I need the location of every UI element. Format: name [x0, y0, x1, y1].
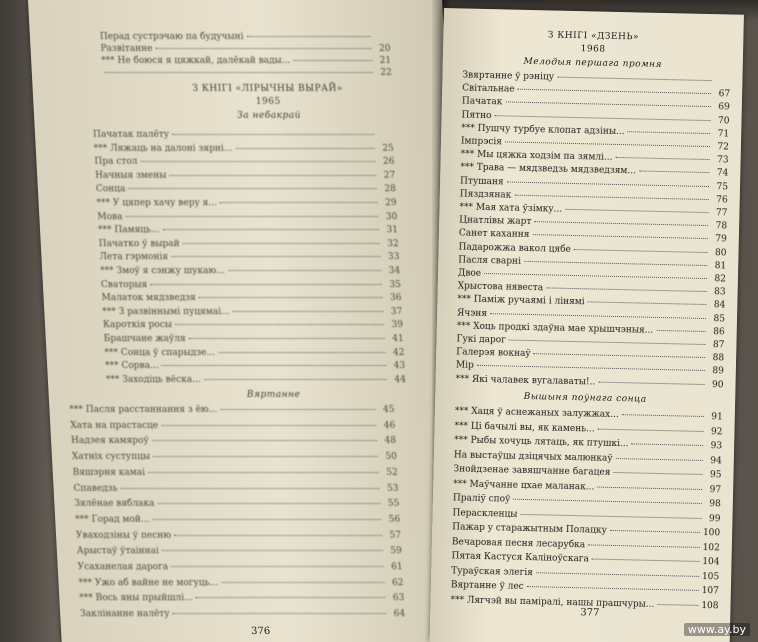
toc-entry-page: 69 — [718, 102, 730, 113]
toc-entry-title: Тураўская элегія — [451, 565, 533, 578]
toc-entry-title: Пераскленцы — [452, 507, 518, 520]
toc-entry — [69, 405, 395, 415]
toc-entry-title: Уваходзіны ў песню — [75, 530, 172, 541]
left-section-heading-2: Вяртанне — [246, 390, 301, 400]
toc-entry-title: *** Сонца ў спарыдзе... — [104, 347, 216, 358]
toc-entry — [451, 566, 719, 582]
toc-dot-leader — [514, 194, 708, 199]
toc-dot-leader — [495, 115, 711, 121]
toc-entry-page: 80 — [714, 247, 727, 259]
toc-entry — [451, 580, 719, 596]
toc-dot-leader — [163, 229, 380, 230]
toc-entry-title: Гукі дарог — [456, 334, 507, 346]
toc-entry-page: 104 — [702, 557, 720, 568]
toc-entry-title: Пятно — [461, 110, 492, 121]
toc-dot-leader — [174, 535, 382, 536]
toc-dot-leader — [175, 324, 384, 325]
toc-entry-title: *** Лягчэй вы памiралі, нашы прашчуры... — [450, 594, 655, 610]
toc-dot-leader — [162, 365, 387, 366]
toc-entry — [101, 293, 402, 303]
toc-dot-leader — [632, 443, 704, 446]
toc-entry-page: 59 — [390, 546, 403, 557]
toc-entry-title: Мова — [97, 211, 123, 222]
toc-entry — [454, 421, 722, 437]
toc-entry-title: *** Ляжаць на далоні зярні... — [93, 143, 233, 154]
toc-dot-leader — [152, 440, 377, 441]
toc-entry-page: 36 — [389, 293, 402, 304]
toc-entry-title: Праліў споў — [452, 493, 511, 505]
toc-entry — [99, 239, 400, 249]
toc-dot-leader — [613, 472, 702, 475]
toc-entry-page: 93 — [710, 441, 723, 452]
toc-entry-page: 45 — [382, 405, 395, 415]
toc-dot-leader — [121, 488, 380, 489]
toc-entry-page: 27 — [383, 170, 396, 181]
toc-entry — [71, 436, 397, 446]
toc-entry-page: 102 — [702, 542, 720, 553]
toc-dot-leader — [125, 216, 378, 217]
toc-dot-leader — [592, 558, 699, 561]
toc-dot-leader — [148, 472, 379, 473]
toc-entry-title: *** Пушчу турбуе клопат адзіны... — [461, 123, 625, 137]
toc-entry-title: На выстаўцы дзіцячых малюнкаў — [453, 449, 613, 464]
toc-entry — [94, 144, 395, 154]
toc-entry — [452, 537, 720, 553]
toc-entry-title: *** Мая хата ўзімку... — [459, 202, 563, 215]
toc-entry-page: 34 — [388, 266, 401, 276]
toc-entry — [453, 493, 721, 509]
toc-dot-leader — [656, 330, 706, 332]
toc-dot-leader — [161, 425, 376, 426]
watermark: www.ay.by — [684, 623, 750, 636]
toc-entry-title: Перад сустрэчаю па будучыні — [99, 32, 244, 42]
toc-dot-leader — [477, 365, 705, 371]
toc-dot-leader — [220, 202, 378, 203]
toc-dot-leader — [152, 519, 381, 520]
toc-entry-title: Птушаня — [459, 176, 504, 187]
toc-entry-page: 57 — [389, 530, 402, 541]
toc-entry — [96, 198, 397, 208]
toc-entry-title: Галерэя вокнаў — [456, 347, 531, 360]
toc-entry-page: 91 — [711, 412, 723, 423]
toc-entry-title: Вяшэрня камаі — [72, 467, 146, 478]
toc-entry-page: 33 — [387, 252, 400, 263]
toc-entry-page: 77 — [715, 208, 728, 219]
toc-entry-page: 105 — [701, 571, 720, 582]
toc-entry — [454, 435, 722, 451]
toc-entry — [73, 484, 399, 494]
toc-dot-leader — [199, 297, 383, 298]
toc-dot-leader — [518, 89, 711, 94]
toc-entry-page: 31 — [386, 225, 399, 236]
toc-dot-leader — [172, 134, 374, 135]
toc-entry — [80, 609, 406, 619]
toc-entry-page: 72 — [717, 142, 730, 153]
toc-dot-leader — [157, 503, 380, 504]
toc-dot-leader — [616, 458, 703, 461]
toc-entry — [104, 348, 405, 358]
toc-entry — [72, 452, 398, 462]
toc-entry — [78, 578, 404, 588]
left-section-heading-1: За небакрай — [236, 111, 302, 121]
toc-entry-title: *** Рыбы хочуць лятаць, як птушкі... — [454, 435, 629, 450]
toc-entry — [452, 508, 720, 524]
toc-dot-leader — [189, 338, 385, 339]
toc-dot-leader — [610, 530, 700, 533]
toc-entry-title: *** Не боюся я цяжкай, далёкай вады... — [100, 56, 291, 66]
toc-entry-page: 95 — [709, 470, 722, 481]
toc-entry-page: 37 — [390, 306, 403, 317]
toc-dot-leader — [247, 36, 371, 37]
left-book-header: З КНІГІ «ЛІРЫЧНЫ ВЫРАЙ» — [192, 84, 344, 94]
toc-entry-page: 70 — [717, 115, 730, 127]
toc-entry-title: Мір — [455, 360, 474, 372]
toc-entry-title: Хата на прастасце — [70, 420, 159, 431]
toc-entry — [455, 374, 723, 390]
toc-entry-title: Малаток мядзведзя — [101, 293, 197, 304]
toc-entry-page: 108 — [701, 600, 719, 611]
toc-dot-leader — [524, 261, 707, 266]
toc-entry-page: 74 — [716, 168, 729, 179]
toc-entry — [101, 280, 402, 290]
toc-dot-leader — [534, 353, 705, 358]
toc-entry — [96, 184, 397, 194]
toc-entry-page: 83 — [714, 287, 726, 298]
toc-dot-leader — [183, 243, 380, 244]
toc-dot-leader — [639, 171, 709, 174]
toc-entry-title: Сонца — [95, 184, 126, 195]
right-book-page — [430, 8, 744, 642]
toc-entry-title: *** У цяпер хачу веру я... — [96, 198, 218, 208]
toc-entry-title: *** Хоць продкі здаўна мае хрышчэныя... — [456, 321, 654, 336]
toc-dot-leader — [505, 102, 710, 108]
toc-entry-title: *** Хаця ў аснежаных залужжах... — [454, 406, 619, 421]
left-book-page — [28, 0, 476, 642]
toc-entry-title: *** Сорва... — [104, 361, 159, 372]
toc-entry-title: Пачатко ў вырай — [98, 238, 180, 249]
toc-entry-title: Пасля сварні — [458, 255, 522, 267]
toc-entry — [101, 56, 392, 66]
toc-entry-page: 79 — [715, 234, 727, 245]
toc-entry — [452, 522, 720, 538]
toc-entry-page: 21 — [379, 56, 392, 66]
right-book-header: З КНІГІ «ДЗЕНЬ» — [547, 30, 640, 43]
toc-entry — [100, 32, 391, 42]
toc-entry — [455, 406, 723, 422]
toc-dot-leader — [171, 566, 384, 567]
toc-dot-leader — [565, 209, 708, 213]
toc-dot-leader — [598, 428, 704, 431]
toc-entry-page: 97 — [709, 484, 722, 495]
toc-dot-leader — [169, 175, 376, 176]
toc-entry-page: 107 — [701, 585, 719, 597]
right-book-year: 1968 — [580, 44, 606, 55]
toc-entry-page: 86 — [713, 326, 725, 338]
toc-entry-title: *** Памяць... — [97, 225, 160, 236]
toc-dot-leader — [588, 544, 700, 548]
toc-entry — [74, 499, 400, 509]
right-page-number: 377 — [580, 607, 600, 619]
toc-entry — [100, 44, 391, 54]
toc-entry-title: *** Заходіць вёска... — [105, 374, 201, 385]
toc-entry-page: 76 — [716, 195, 728, 206]
toc-entry-page: 82 — [714, 274, 727, 285]
toc-dot-leader — [597, 486, 702, 489]
toc-dot-leader — [557, 77, 711, 82]
toc-dot-leader — [490, 313, 706, 319]
toc-entry-title: Брашчане жаўля — [103, 334, 186, 344]
toc-dot-leader — [657, 603, 698, 605]
toc-entry-page: 73 — [717, 155, 729, 166]
toc-dot-leader — [228, 270, 381, 271]
toc-entry-title: Падарожжа вакол цябе — [458, 241, 572, 255]
toc-dot-leader — [507, 181, 709, 187]
toc-entry-title: Пачатак — [461, 96, 503, 108]
toc-entry-page: 99 — [708, 513, 721, 524]
toc-dot-leader — [534, 221, 708, 226]
toc-dot-leader — [521, 513, 702, 518]
toc-entry-page: 53 — [386, 483, 399, 494]
toc-entry-page: 90 — [711, 379, 724, 391]
toc-entry-title: Вяртанне ў лес — [450, 580, 524, 592]
toc-dot-leader — [527, 586, 699, 591]
toc-entry-title: *** Вось яны прыйшлі... — [79, 593, 193, 604]
toc-dot-leader — [622, 414, 704, 417]
toc-entry — [93, 130, 394, 140]
toc-entry-title: Вечаровая песня лесарубка — [451, 536, 586, 550]
toc-entry-title: Світальнае — [462, 83, 515, 95]
toc-entry-page: 78 — [715, 221, 728, 232]
toc-entry-title: Спаведзь — [73, 483, 118, 494]
toc-dot-leader — [574, 249, 708, 253]
toc-entry-title: Звяртанне ў рэніцу — [462, 70, 555, 83]
toc-entry-page: 94 — [710, 455, 722, 466]
toc-entry — [102, 68, 393, 78]
toc-entry-page: 85 — [713, 313, 726, 325]
toc-entry-title: Пра стол — [94, 157, 138, 168]
toc-dot-leader — [536, 572, 699, 577]
toc-entry — [99, 252, 400, 262]
toc-dot-leader — [546, 288, 706, 293]
toc-entry-page: 25 — [382, 143, 395, 154]
toc-entry-title: Хрыстова нявеста — [457, 281, 544, 294]
toc-dot-leader — [173, 613, 387, 614]
toc-entry — [453, 479, 721, 495]
toc-dot-leader — [513, 499, 701, 504]
toc-dot-leader — [532, 234, 707, 239]
toc-entry-title: Знойдзенае завяшчанне багацея — [453, 464, 611, 478]
toc-entry — [104, 334, 405, 344]
toc-dot-leader — [221, 582, 384, 583]
toc-entry — [100, 266, 401, 276]
toc-entry-title: Пятая Кастуся Каліноўскага — [451, 551, 590, 565]
toc-dot-leader — [293, 60, 372, 61]
toc-entry-title: Хатніх суступцы — [71, 452, 151, 463]
toc-entry-title: Развітанне — [100, 44, 153, 54]
toc-dot-leader — [218, 352, 386, 353]
toc-dot-leader — [484, 273, 707, 279]
toc-entry-title: Санет кахання — [458, 228, 530, 241]
toc-entry-title: *** З развіннымі пуцямаі... — [102, 306, 230, 317]
toc-entry-title: *** Горад мой... — [74, 514, 150, 525]
toc-entry-page: 98 — [709, 499, 721, 510]
toc-entry-page: 46 — [383, 420, 396, 431]
toc-entry-page: 67 — [718, 89, 731, 100]
left-page-number: 376 — [250, 626, 271, 637]
toc-entry-title: Ячэня — [456, 307, 488, 319]
toc-entry — [79, 593, 405, 603]
toc-entry-page: 22 — [380, 68, 393, 78]
toc-entry-page: 63 — [392, 593, 405, 604]
toc-entry-title: Пачатак палёту — [92, 130, 170, 140]
toc-entry-title: *** Мы цяжка ходзім па зямлі... — [460, 149, 613, 164]
toc-entry-page: 88 — [712, 353, 725, 364]
toc-entry — [76, 531, 402, 541]
toc-entry-title: Лета гэрмонія — [99, 252, 169, 263]
toc-entry-title: Цнатлівы жарт — [459, 215, 532, 228]
toc-dot-leader — [150, 284, 382, 285]
toc-dot-leader — [128, 188, 377, 189]
toc-entry-page: 62 — [391, 577, 404, 588]
toc-entry-page: 56 — [388, 514, 401, 525]
toc-entry-title: *** Змоў я сэнжу шукаю... — [99, 266, 226, 276]
right-section-heading-1: Мелодыя першага промня — [523, 56, 663, 70]
left-book-year: 1965 — [255, 97, 282, 107]
toc-dot-leader — [105, 72, 373, 73]
toc-entry — [454, 450, 722, 466]
toc-dot-leader — [162, 550, 383, 551]
toc-dot-leader — [616, 157, 710, 160]
toc-entry-title: *** Ужо аб вайне не могуць... — [78, 577, 219, 588]
toc-entry-title: *** Які чалавек вугалаваты!.. — [455, 373, 596, 388]
toc-dot-leader — [235, 148, 374, 149]
toc-entry-page: 81 — [714, 261, 727, 272]
toc-entry-page: 30 — [385, 211, 398, 222]
toc-entry-page: 75 — [716, 181, 729, 193]
toc-dot-leader — [598, 381, 704, 384]
toc-entry — [75, 515, 401, 525]
toc-entry-title: Двое — [457, 268, 482, 279]
toc-entry-page: 32 — [387, 238, 400, 249]
toc-entry — [95, 171, 396, 181]
toc-entry-title: *** Паміж ручаямі і лінямі — [457, 294, 585, 308]
toc-entry-title: Пажар у старажытным Полацку — [452, 522, 607, 536]
toc-entry — [106, 375, 407, 385]
toc-entry — [97, 212, 398, 222]
toc-dot-leader — [204, 379, 387, 380]
toc-entry — [94, 157, 395, 167]
toc-dot-leader — [196, 597, 386, 598]
toc-entry-title: Зялёнае вяблака — [74, 499, 155, 510]
toc-entry-title: Кароткія росы — [102, 320, 173, 331]
toc-entry-page: 61 — [391, 562, 403, 572]
toc-dot-leader — [155, 48, 371, 49]
toc-entry — [77, 562, 403, 572]
toc-dot-leader — [171, 256, 381, 257]
toc-entry-page: 64 — [393, 609, 406, 620]
toc-dot-leader — [220, 409, 375, 410]
toc-entry-page: 84 — [713, 300, 726, 311]
toc-entry-page: 26 — [382, 157, 395, 168]
toc-entry-title: Заклінанне налёту — [79, 609, 170, 620]
toc-entry-title: Імпрэсія — [460, 136, 503, 148]
toc-entry — [103, 320, 404, 330]
toc-entry-page: 92 — [710, 426, 723, 437]
toc-dot-leader — [140, 161, 375, 162]
right-section-heading-2: Вышыня поўнага сонца — [523, 391, 647, 405]
toc-entry — [102, 307, 403, 317]
toc-entry-page: 87 — [712, 340, 725, 351]
toc-entry — [105, 361, 406, 371]
toc-entry-title: Начныя змены — [94, 170, 167, 181]
toc-dot-leader — [628, 131, 711, 134]
toc-entry-title: *** Трава — мядзведзь мядзведзям... — [460, 162, 637, 177]
toc-entry — [73, 468, 399, 478]
toc-entry — [77, 546, 403, 556]
toc-entry-page: 71 — [717, 129, 730, 140]
toc-entry-title: Арыстаў ўтаіннаі — [76, 546, 160, 557]
toc-entry-page: 89 — [712, 366, 724, 377]
toc-entry-page: 43 — [393, 361, 406, 372]
toc-entry-page: 39 — [391, 320, 404, 331]
toc-entry-title: *** Пасля расстаннання з ёю... — [69, 405, 218, 415]
toc-dot-leader — [233, 311, 384, 312]
toc-entry-page: 20 — [378, 44, 391, 54]
toc-entry — [451, 551, 719, 567]
toc-entry — [98, 225, 399, 235]
toc-entry-page: 29 — [384, 198, 397, 208]
toc-entry-page: 28 — [384, 184, 397, 195]
toc-entry-page: 42 — [392, 347, 405, 358]
toc-entry-title: *** Ці бачылі вы, як камень... — [454, 420, 595, 435]
toc-entry-page: 41 — [392, 334, 405, 344]
toc-dot-leader — [505, 141, 710, 147]
toc-entry — [70, 421, 396, 431]
toc-entry-title: Сваторыя — [100, 279, 148, 290]
toc-entry-page: 35 — [389, 279, 402, 290]
toc-entry — [453, 464, 721, 480]
toc-entry-page: 44 — [394, 374, 407, 385]
toc-dot-leader — [153, 456, 378, 457]
toc-entry-title: Пяздзянак — [459, 189, 512, 201]
toc-entry-page: 100 — [702, 528, 721, 539]
toc-entry-page: 52 — [386, 467, 399, 478]
toc-entry-page: 50 — [385, 452, 398, 463]
toc-entry-title: Надзея камяроў — [70, 436, 150, 447]
toc-entry-title: *** Маўчанне цхае маланак... — [453, 478, 595, 493]
toc-dot-leader — [588, 302, 707, 306]
toc-entry-title: Усаханелая дарога — [77, 562, 169, 572]
toc-dot-leader — [509, 340, 706, 345]
toc-entry-page: 48 — [384, 436, 397, 447]
toc-entry-page: 55 — [387, 499, 400, 510]
